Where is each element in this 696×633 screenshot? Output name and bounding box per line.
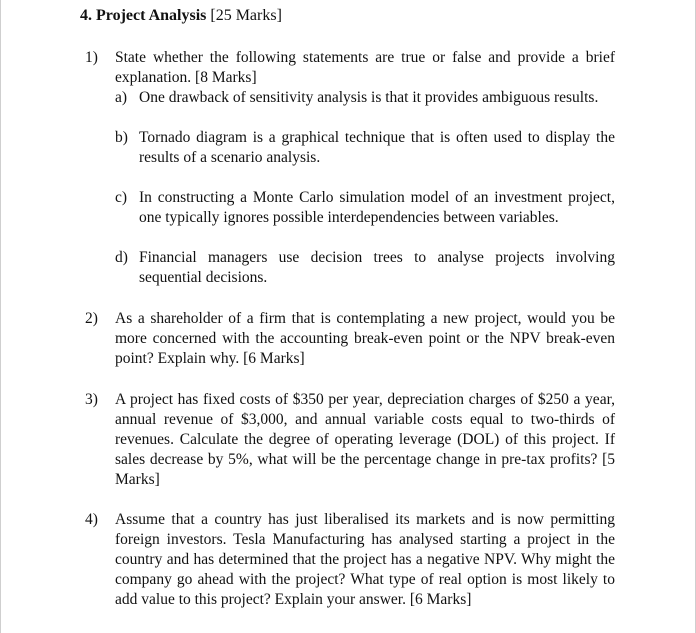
- question-2: [80, 309, 615, 369]
- question-1-part-b: [115, 128, 615, 168]
- question-4: [80, 510, 615, 610]
- part-text: One drawback of sensitivity analysis is that it provides ambiguous results.: [139, 89, 599, 106]
- part-letter: d): [115, 249, 128, 266]
- part-text: Tornado diagram is a graphical technique that is often used to display the results of a scenario analysis.: [139, 129, 615, 166]
- part-letter: b): [115, 129, 128, 146]
- question-1-part-c: [115, 188, 615, 228]
- part-letter: c): [115, 189, 128, 206]
- question-1-part-d: [115, 248, 615, 288]
- part-text: In constructing a Monte Carlo simulation model of an investment project, one typically ignores possible interdependencies between variables.: [139, 189, 615, 226]
- question-number: 1): [85, 49, 98, 66]
- section-marks: [25 Marks]: [210, 7, 282, 24]
- question-text: State whether the following statements are true or false and provide a brief explanation. [8 Marks]: [115, 49, 615, 86]
- section-heading: [80, 6, 615, 26]
- question-3: [80, 390, 615, 490]
- question-number: 3): [85, 391, 98, 408]
- question-text: As a shareholder of a firm that is contemplating a new project, would you be more concerned with the accounting break-even point or the NPV break-even point? Explain why. [6 Marks]: [115, 310, 615, 367]
- question-1-part-a: [115, 88, 615, 108]
- part-letter: a): [115, 89, 128, 106]
- question-1: [80, 48, 615, 288]
- document-body: [80, 6, 615, 610]
- question-text: Assume that a country has just liberalised its markets and is now permitting foreign investors. Tesla Manufacturing has analysed starting a project in the country and has determined that the project has a negative NPV. Why might the company go ahead with the project? What type of real option is most likely to add value to this project? Explain your answer. [6 Marks]: [115, 511, 615, 608]
- part-text: Financial managers use decision trees to analyse projects involving sequential decisions.: [139, 249, 615, 286]
- question-number: 2): [85, 310, 98, 327]
- question-number: 4): [85, 511, 98, 528]
- question-text: A project has fixed costs of $350 per year, depreciation charges of $250 a year, annual revenue of $3,000, and annual variable costs equal to two-thirds of revenues. Calculate the degree of operating leverage (DOL) of this project. If sales decrease by 5%, what will be the percentage change in pre-tax profits? [5 Marks]: [115, 391, 615, 488]
- page-border-left: [0, 0, 1, 633]
- section-title: 4. Project Analysis: [80, 7, 207, 24]
